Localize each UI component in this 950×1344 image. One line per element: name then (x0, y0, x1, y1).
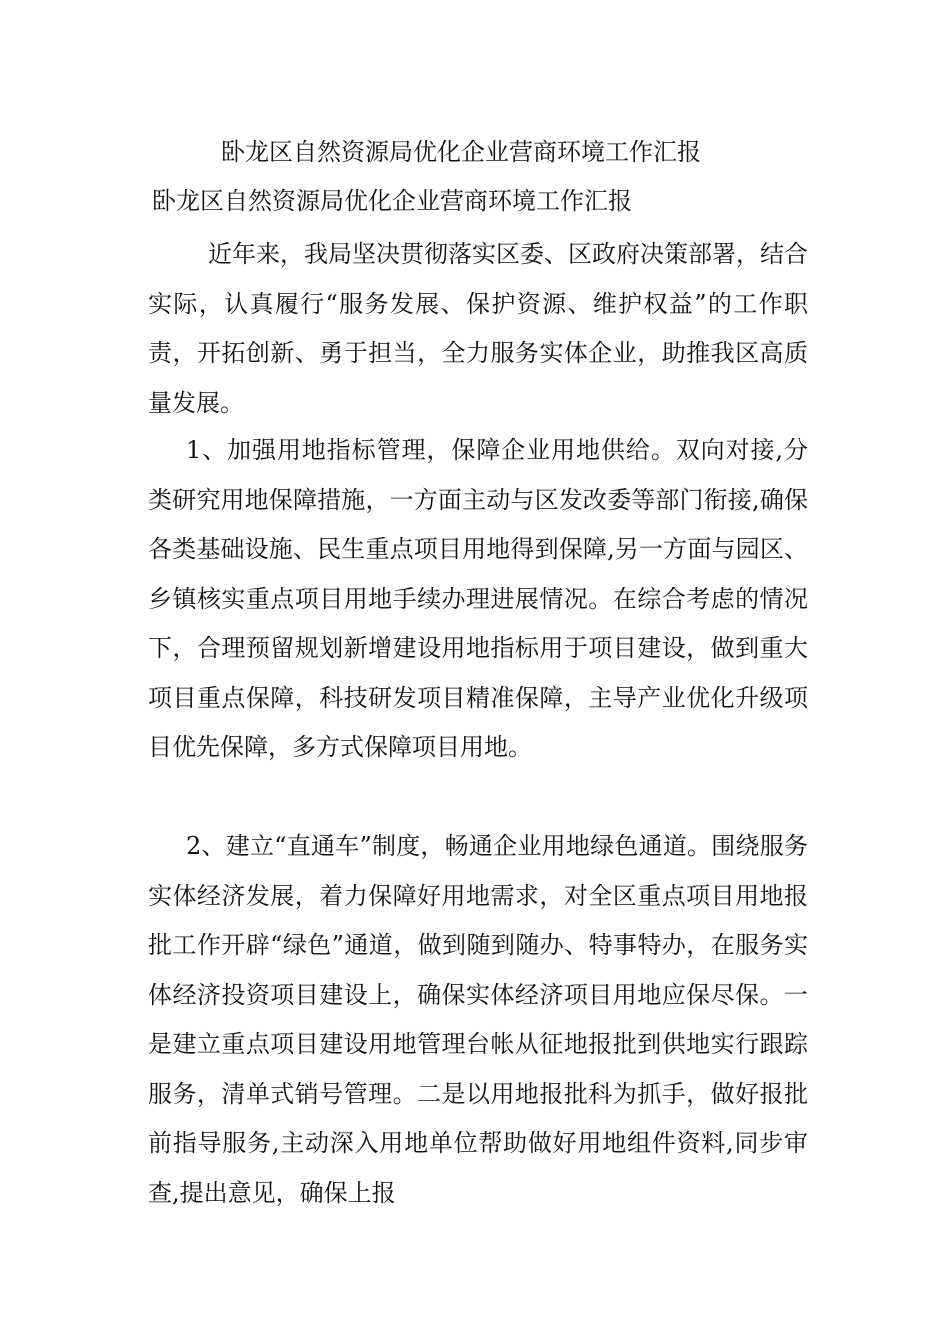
document-subtitle: 卧龙区自然资源局优化企业营商环境工作汇报 (152, 187, 632, 215)
paragraph-land-quota: 1、加强用地指标管理，保障企业用地供给。双向对接,分类研究用地保障措施，一方面主动与区发改委等部门衔接,确保各类基础设施、民生重点项目用地得到保障,另一方面与园区、乡镇核实重点项目用地手续办理进展情况。在综合考虑的情况下，合理预留规划新增建设用地指标用于项目建设，做到重大项目重点保障，科技研发项目精准保障，主导产业优化升级项目优先保障，多方式保障项目用地。 (148, 436, 808, 761)
paragraph-intro: 近年来，我局坚决贯彻落实区委、区政府决策部署，结合实际，认真履行“服务发展、保护资源、维护权益”的工作职责，开拓创新、勇于担当，全力服务实体企业，助推我区高质量发展。 (148, 240, 808, 417)
paragraph-green-channel: 2、建立“直通车”制度，畅通企业用地绿色通道。围绕服务实体经济发展，着力保障好用地需求，对全区重点项目用地报批工作开辟“绿色”通道，做到随到随办、特事特办，在服务实体经济投资项目建设上，确保实体经济项目用地应保尽保。一是建立重点项目建设用地管理台帐从征地报批到供地实行跟踪服务，清单式销号管理。二是以用地报批科为抓手，做好报批前指导服务,主动深入用地单位帮助做好用地组件资料,同步审查,提出意见，确保上报 (148, 832, 808, 1207)
document-title: 卧龙区自然资源局优化企业营商环境工作汇报 (221, 138, 701, 166)
